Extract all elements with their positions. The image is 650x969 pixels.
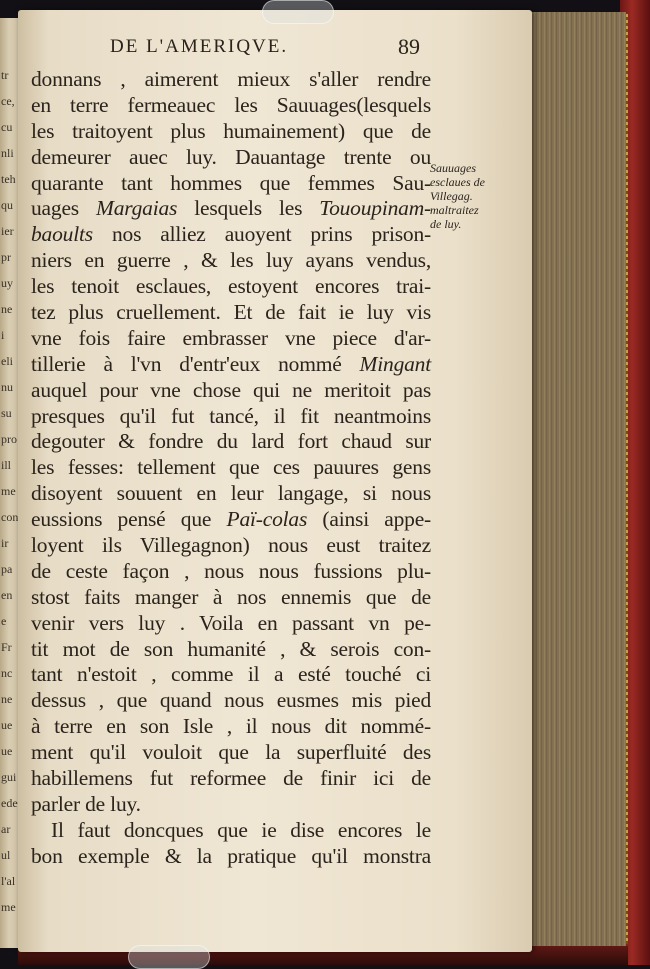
text-run: niers en guerre , & les luy ayans vendus,	[31, 248, 431, 273]
text-line	[31, 480, 431, 506]
text-line	[31, 170, 431, 196]
text-line	[31, 428, 431, 454]
italic-word: Tououpinam-	[319, 196, 431, 221]
facing-page-fragment: ede	[1, 796, 18, 810]
text-line	[31, 92, 431, 118]
text-run: stost faits manger à nos ennemis que de	[31, 584, 431, 609]
text-run: eussions pensé que	[31, 507, 227, 532]
facing-page-fragment: i	[1, 328, 5, 342]
italic-word: Mingant	[359, 351, 431, 376]
text-line	[31, 377, 431, 403]
text-run: donnans , aimerent mieux s'aller rendre	[31, 67, 431, 91]
facing-page-fragment: ier	[1, 224, 14, 238]
facing-page-fragment: me	[1, 484, 16, 498]
facing-page-fragment: qu	[1, 198, 13, 212]
text-run: Il faut doncques que ie dise encores le	[51, 817, 431, 842]
text-run: vne fois faire embrasser vne piece d'ar-	[31, 325, 431, 350]
text-line	[31, 739, 431, 765]
facing-page-fragment: ar	[1, 822, 11, 836]
facing-page-fragment: su	[1, 406, 12, 420]
facing-page-fragment: ne	[1, 302, 13, 316]
text-line	[31, 791, 431, 817]
text-line	[31, 221, 431, 247]
text-line	[31, 817, 431, 843]
text-line	[31, 687, 431, 713]
text-line	[31, 584, 431, 610]
page-clip-bottom	[128, 945, 210, 969]
text-run: venir vers luy . Voila en passant vn pe-	[31, 610, 431, 635]
facing-page-fragment: eli	[1, 354, 13, 368]
text-line	[31, 299, 431, 325]
text-run: en terre fermeauec les Sauuages(lesquels	[31, 92, 431, 117]
text-line	[31, 325, 431, 351]
page-number: 89	[398, 34, 420, 59]
facing-page-fragment: ue	[1, 744, 13, 758]
text-line	[31, 144, 431, 170]
text-line	[31, 765, 431, 791]
text-run: les tenoit esclaues, estoyent encores trai-	[31, 274, 431, 299]
text-run: parler de luy.	[31, 791, 141, 816]
body-text	[31, 66, 431, 869]
text-run: tit mot de son humanité , & serois con-	[31, 636, 431, 661]
text-run: disoyent souuent en leur langage, si nous	[31, 481, 431, 506]
facing-page-fragment: ul	[1, 848, 11, 862]
margin-note-line: Sauuages	[430, 161, 476, 175]
text-run: (ainsi appe-	[307, 507, 431, 532]
text-run: lesquels les	[177, 196, 320, 221]
facing-page-fragment: gui	[1, 770, 17, 784]
facing-page-fragment: nu	[1, 380, 13, 394]
text-run: loyent ils Villegagnon) nous eust traitez	[31, 533, 431, 558]
text-line	[31, 506, 431, 532]
text-line	[31, 118, 431, 144]
text-run: tillerie à l'vn d'entr'eux nommé	[31, 351, 360, 376]
margin-note-line: de luy.	[430, 217, 462, 231]
facing-page-fragment: e	[1, 614, 7, 628]
italic-word: baoults	[31, 222, 93, 247]
facing-page-fragment: ce,	[1, 94, 15, 108]
facing-page-fragment: nc	[1, 666, 13, 680]
facing-page-fragment: tr	[1, 68, 9, 82]
text-run: les traitoyent plus humainement) que de	[31, 118, 431, 143]
italic-word: Paï-colas	[226, 507, 308, 532]
text-run: les fesses: tellement que ces pauures gens	[31, 455, 431, 480]
text-line	[31, 636, 431, 662]
text-run: tez plus cruellement. Et de fait ie luy vis	[31, 300, 431, 325]
text-line	[31, 661, 431, 687]
text-line	[31, 610, 431, 636]
facing-page-fragment: teh	[1, 172, 16, 186]
text-line	[31, 66, 431, 92]
text-run: à terre en son Isle , il nous dit nommé-	[31, 714, 431, 739]
facing-page-fragment: Fr	[1, 640, 12, 654]
text-run: dessus , que quand nous eusmes mis pied	[31, 688, 431, 713]
facing-page-fragment: ne	[1, 692, 13, 706]
text-line	[31, 713, 431, 739]
facing-page-fragment: en	[1, 588, 13, 602]
text-line	[31, 558, 431, 584]
facing-page-fragment: con	[1, 510, 19, 524]
text-line	[31, 843, 431, 869]
text-run: tant n'estoit , comme il a esté touché ci	[31, 662, 431, 687]
text-run: quarante tant hommes que femmes Sau-	[31, 170, 431, 195]
facing-page-fragment: uy	[1, 276, 13, 290]
text-line	[31, 247, 431, 273]
text-run: degouter & fondre du lard fort chaud sur	[31, 429, 431, 454]
text-run: demeurer auec luy. Dauantage trente ou	[31, 144, 431, 169]
facing-page-fragment: ue	[1, 718, 13, 732]
margin-note-line: maltraitez	[430, 203, 479, 217]
margin-note-line: Villegag.	[430, 189, 473, 203]
page-header	[110, 36, 440, 64]
text-line	[31, 532, 431, 558]
facing-page-fragment: l'al	[1, 874, 16, 888]
text-line	[31, 195, 431, 221]
facing-page-fragment: me	[1, 900, 16, 914]
margin-note-line: esclaues de	[430, 175, 485, 189]
facing-page-fragment: pro	[1, 432, 17, 446]
text-run: nos alliez auoyent prins prison-	[92, 222, 431, 247]
italic-word: Margaias	[96, 196, 178, 221]
text-line	[31, 454, 431, 480]
facing-page-fragment: nli	[1, 146, 14, 160]
text-run: uages	[31, 196, 96, 221]
facing-page-fragment: ill	[1, 458, 12, 472]
running-head: DE L'AMERIQVE.	[110, 36, 289, 57]
text-run: presques qu'il fut tancé, il fit neantmoins	[31, 403, 431, 428]
text-run: habillemens fut reformee de finir ici de	[31, 766, 431, 791]
text-run: ment qu'il vouloit que la superfluité des	[31, 740, 431, 765]
text-line	[31, 403, 431, 429]
text-run: de ceste façon , nous nous fussions plu-	[31, 558, 431, 583]
facing-page-fragment: pa	[1, 562, 13, 576]
facing-page-fragment: cu	[1, 120, 13, 134]
text-line	[31, 351, 431, 377]
page-edges	[528, 12, 626, 947]
text-run: auquel pour vne chose qui ne meritoit pas	[31, 377, 431, 402]
facing-page-fragment: ir	[1, 536, 9, 550]
text-run: bon exemple & la pratique qu'il monstra	[31, 843, 431, 868]
facing-page-fragment: pr	[1, 250, 11, 264]
page-clip-top	[262, 0, 334, 24]
text-line	[31, 273, 431, 299]
margin-note	[430, 161, 510, 231]
